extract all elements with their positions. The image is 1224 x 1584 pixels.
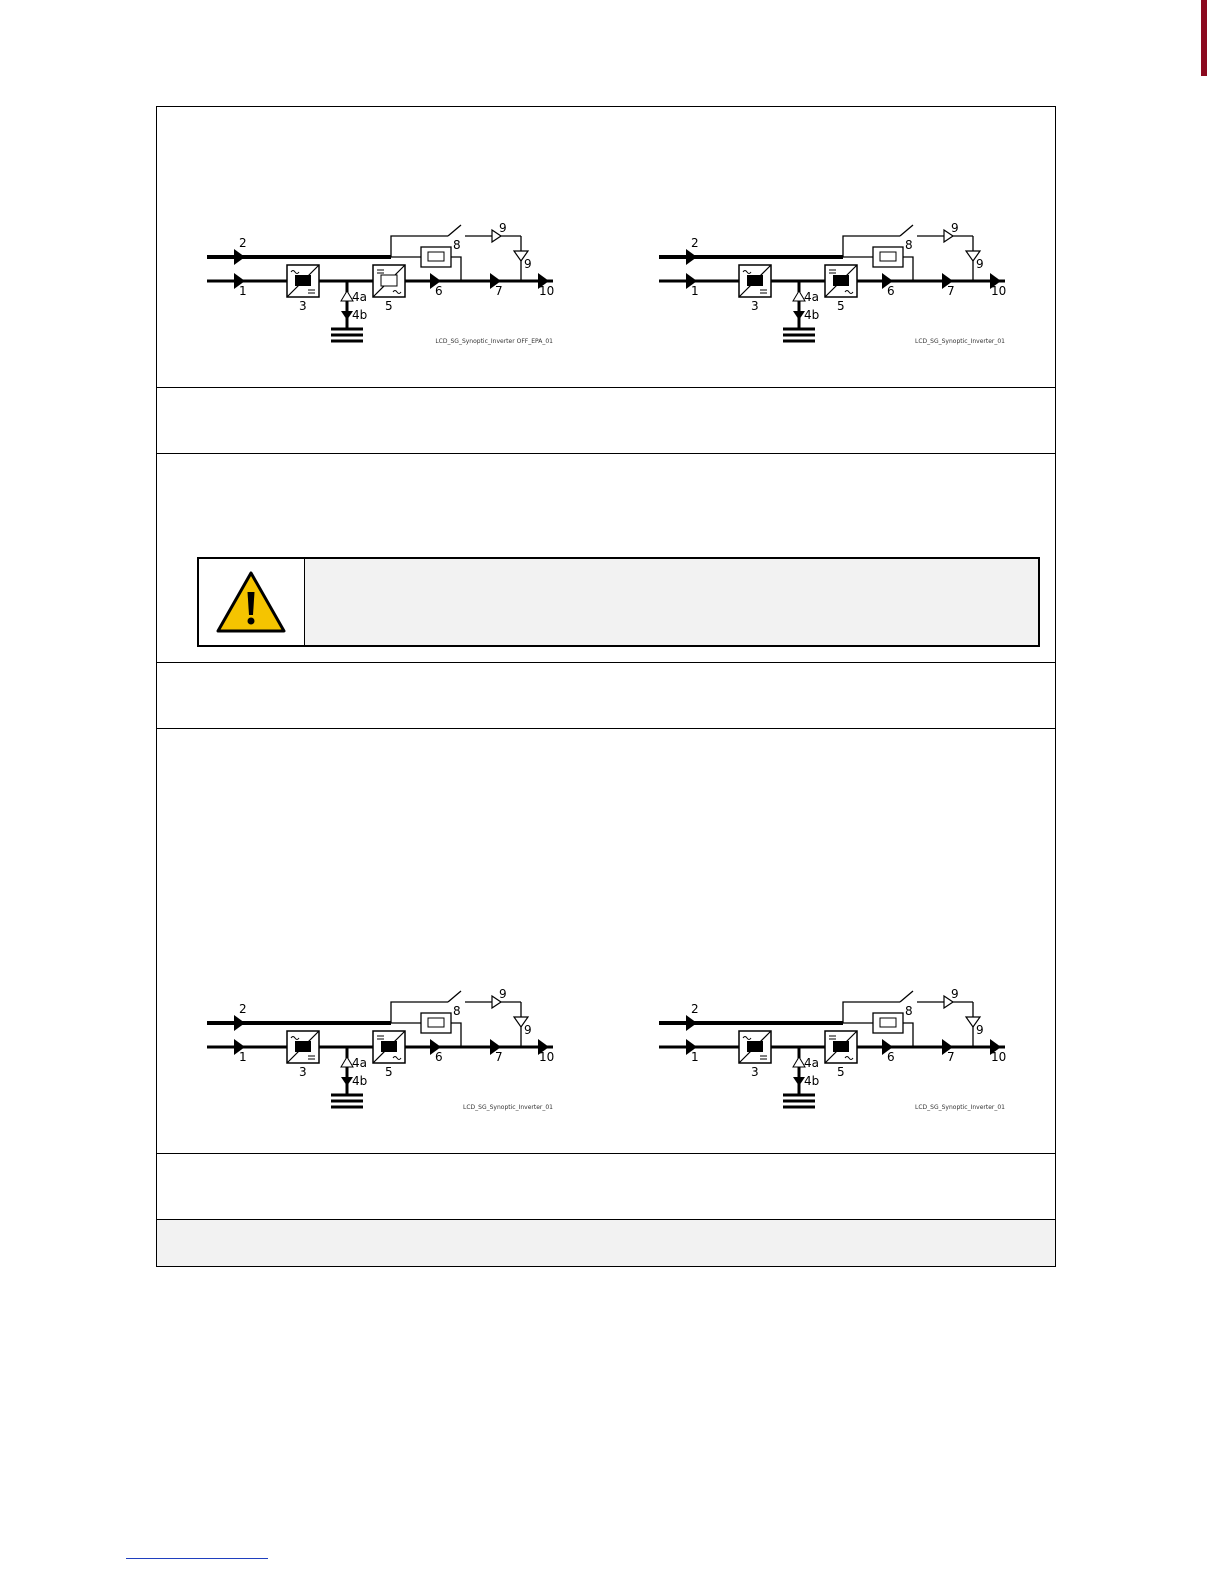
static-switch-output	[451, 257, 461, 281]
static-switch-output	[451, 1023, 461, 1047]
label-3: 3	[751, 1065, 759, 1079]
gray-footer-row	[157, 1220, 1055, 1266]
label-8: 8	[905, 238, 913, 252]
label-4a: 4a	[352, 1056, 367, 1070]
label-4a: 4a	[352, 290, 367, 304]
label-4b: 4b	[804, 1074, 820, 1088]
label-10: 10	[539, 284, 555, 298]
label-6: 6	[887, 284, 895, 298]
label-3: 3	[299, 1065, 307, 1079]
label-4b: 4b	[352, 1074, 368, 1088]
label-4a: 4a	[804, 290, 819, 304]
label-2: 2	[691, 1002, 699, 1016]
synoptic-diagram-2	[655, 221, 1025, 346]
synoptic-svg	[203, 987, 573, 1112]
manual-bypass-switch	[900, 991, 913, 1002]
static-switch-inner	[880, 1018, 896, 1027]
static-switch-output	[903, 1023, 913, 1047]
label-7: 7	[495, 284, 503, 298]
rectifier-block	[287, 1031, 319, 1063]
inverter-block	[825, 1031, 857, 1063]
label-6: 6	[887, 1050, 895, 1064]
label-9-right: 9	[976, 1023, 984, 1037]
footer-link-underline	[126, 1558, 268, 1559]
label-9-top: 9	[499, 221, 507, 235]
rectifier-block	[739, 1031, 771, 1063]
label-8: 8	[453, 1004, 461, 1018]
bypass-arrow	[234, 249, 245, 265]
empty-row-2	[157, 663, 1055, 729]
manual-bypass-switch	[448, 225, 461, 236]
label-5: 5	[385, 1065, 393, 1079]
label-2: 2	[239, 1002, 247, 1016]
rectifier-block-status-fill	[295, 275, 311, 286]
label-1: 1	[691, 284, 699, 298]
rectifier-block	[287, 265, 319, 297]
label-3: 3	[299, 299, 307, 313]
rectifier-block	[739, 265, 771, 297]
label-10: 10	[539, 1050, 555, 1064]
warning-triangle-icon	[199, 559, 304, 645]
label-2: 2	[239, 236, 247, 250]
synoptic-svg	[655, 221, 1025, 346]
label-3: 3	[751, 299, 759, 313]
bypass-arrow	[234, 1015, 245, 1031]
label-1: 1	[691, 1050, 699, 1064]
label-9-right: 9	[524, 257, 532, 271]
label-7: 7	[495, 1050, 503, 1064]
synoptic-diagram-1	[203, 221, 573, 346]
synoptic-diagram-3	[203, 987, 573, 1112]
label-6: 6	[435, 284, 443, 298]
label-5: 5	[837, 1065, 845, 1079]
synoptic-svg	[203, 221, 573, 346]
inverter-block	[825, 265, 857, 297]
label-9-top: 9	[499, 987, 507, 1001]
rectifier-block-status-fill	[747, 1041, 763, 1052]
label-7: 7	[947, 1050, 955, 1064]
inverter-block-status-empty	[381, 275, 397, 286]
label-8: 8	[453, 238, 461, 252]
label-9-right: 9	[524, 1023, 532, 1037]
label-9-top: 9	[951, 221, 959, 235]
diagram-caption: LCD_SG_Synoptic_Inverter OFF_EPA_01	[435, 338, 553, 345]
manual-bypass-switch	[900, 225, 913, 236]
label-10: 10	[991, 1050, 1007, 1064]
synoptic-diagram-4	[655, 987, 1025, 1112]
label-1: 1	[239, 284, 247, 298]
static-switch-output	[903, 257, 913, 281]
warning-icon-cell	[199, 559, 305, 645]
synoptic-svg	[655, 987, 1025, 1112]
diagram-row-bottom	[157, 729, 1055, 1154]
warning-box	[197, 557, 1040, 647]
empty-row-1	[157, 388, 1055, 454]
warning-row	[157, 454, 1055, 663]
page-accent-bar	[1201, 0, 1207, 76]
label-7: 7	[947, 284, 955, 298]
inverter-block	[373, 265, 405, 297]
label-4b: 4b	[804, 308, 820, 322]
content-table	[156, 106, 1056, 1267]
inverter-block-status-fill	[381, 1041, 397, 1052]
diagram-caption: LCD_SG_Synoptic_Inverter_01	[915, 1104, 1005, 1111]
label-9-top: 9	[951, 987, 959, 1001]
bypass-arrow	[686, 1015, 697, 1031]
diagram-caption: LCD_SG_Synoptic_Inverter_01	[463, 1104, 553, 1111]
inverter-block-status-fill	[833, 275, 849, 286]
rectifier-block-status-fill	[747, 275, 763, 286]
rectifier-block-status-fill	[295, 1041, 311, 1052]
label-1: 1	[239, 1050, 247, 1064]
diagram-caption: LCD_SG_Synoptic_Inverter_01	[915, 338, 1005, 345]
manual-bypass-switch	[448, 991, 461, 1002]
label-9-right: 9	[976, 257, 984, 271]
diagram-row-top	[157, 107, 1055, 388]
label-5: 5	[837, 299, 845, 313]
empty-row-3	[157, 1154, 1055, 1220]
label-4a: 4a	[804, 1056, 819, 1070]
static-switch-inner	[428, 252, 444, 261]
label-5: 5	[385, 299, 393, 313]
static-switch-inner	[428, 1018, 444, 1027]
label-6: 6	[435, 1050, 443, 1064]
bypass-arrow	[686, 249, 697, 265]
label-8: 8	[905, 1004, 913, 1018]
label-4b: 4b	[352, 308, 368, 322]
label-2: 2	[691, 236, 699, 250]
inverter-block	[373, 1031, 405, 1063]
static-switch-inner	[880, 252, 896, 261]
inverter-block-status-fill	[833, 1041, 849, 1052]
label-10: 10	[991, 284, 1007, 298]
